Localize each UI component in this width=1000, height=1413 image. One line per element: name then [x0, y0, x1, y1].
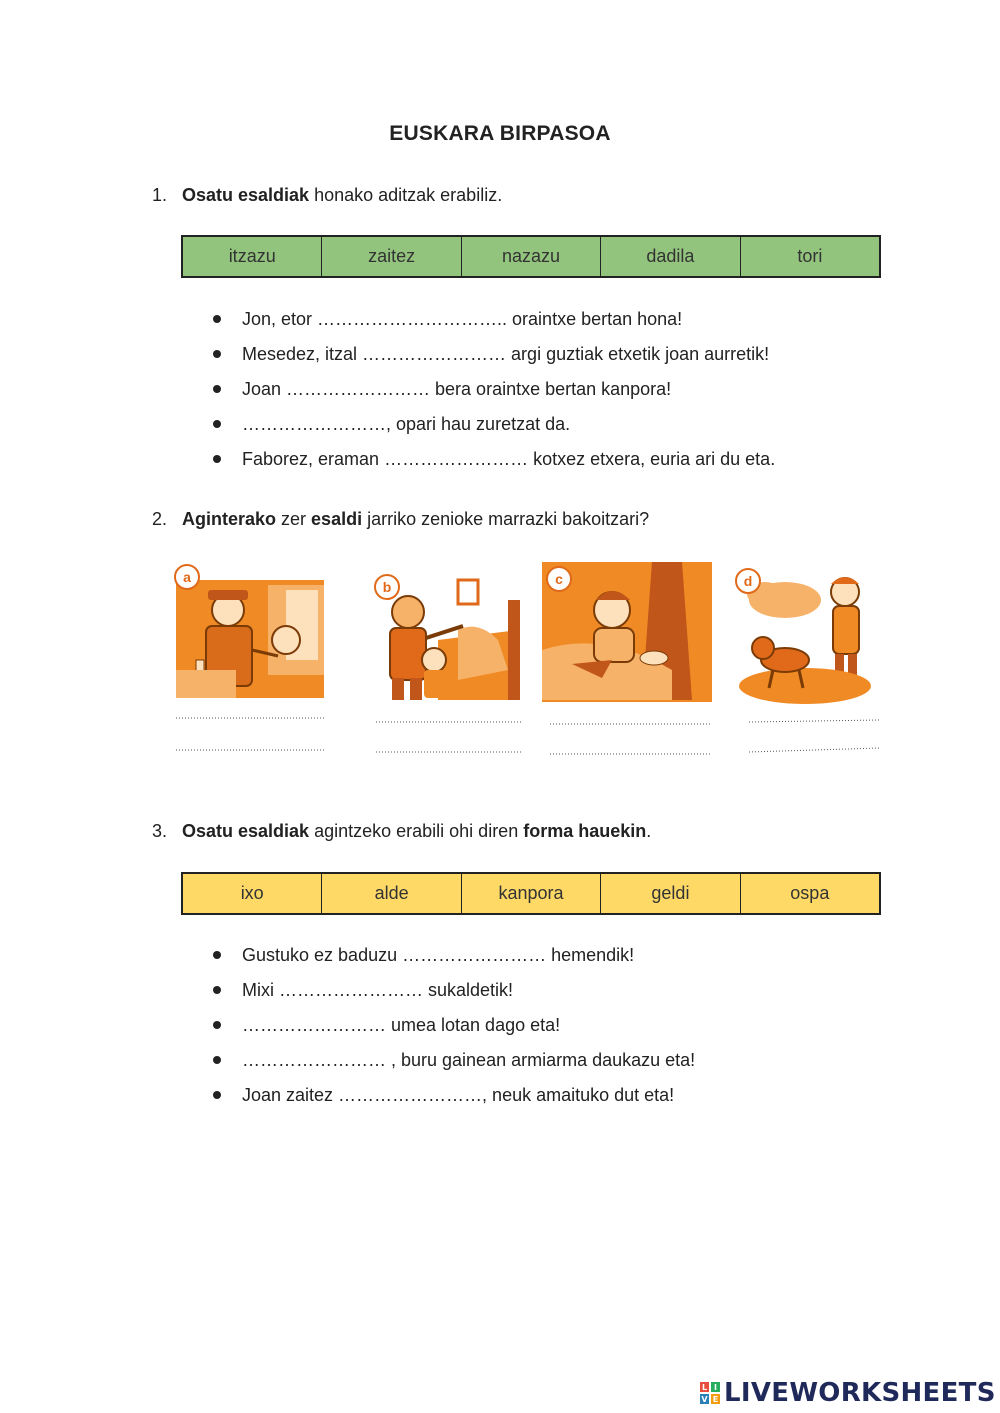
tree-nest-illustration [542, 560, 717, 770]
word-cell: nazazu [462, 237, 601, 276]
bullet-icon [213, 1091, 221, 1099]
sentence-text: …………………… , buru gainean armiarma daukazu eta! [242, 1050, 696, 1070]
logo-tile: I [711, 1382, 720, 1392]
word-cell: tori [797, 246, 823, 266]
sentence-list-3 [213, 945, 695, 1120]
list-item [213, 449, 775, 484]
list-item [213, 1015, 695, 1050]
question-text: honako aditzak erabiliz. [309, 185, 503, 205]
word-cell: zaitez [322, 237, 461, 276]
word-cell: ixo [183, 874, 322, 913]
logo-tile: L [701, 1382, 708, 1392]
picture-letter-badge: c [546, 566, 572, 592]
illustration-a [168, 560, 328, 770]
logo-text: LIVEWORKSHEETS [724, 1378, 996, 1408]
logo-tile: E [712, 1394, 719, 1404]
question-bold: Osatu esaldiak [182, 185, 310, 205]
bullet-icon [213, 951, 221, 959]
logo-tiles-icon [700, 1382, 720, 1404]
question-bold: forma hauekin [523, 821, 647, 841]
sentence-text: Mixi …………………… sukaldetik! [242, 980, 514, 1000]
list-item [213, 945, 695, 980]
bullet-icon [213, 420, 221, 428]
page-title: EUSKARA BIRPASOA [389, 122, 611, 145]
list-item [213, 414, 775, 449]
question-number: 2. [152, 509, 168, 529]
question-text: . [646, 821, 652, 841]
sentence-list-1 [213, 309, 775, 484]
bullet-icon [213, 1021, 221, 1029]
sentence-text: Jon, etor ………………………….. oraintxe bertan hona! [242, 309, 683, 329]
illustration-b [368, 560, 528, 770]
bullet-icon [213, 1056, 221, 1064]
list-item [213, 309, 775, 344]
word-cell: geldi [601, 874, 740, 913]
word-cell: itzazu [183, 237, 322, 276]
question-number: 3. [152, 821, 168, 841]
question-text: zer [276, 509, 312, 529]
question-3 [152, 821, 651, 842]
bullet-icon [213, 350, 221, 358]
bullet-icon [213, 455, 221, 463]
question-bold: Aginterako [182, 509, 277, 529]
word-cell: dadila [601, 237, 740, 276]
word-bank-3 [181, 872, 881, 915]
picture-letter-badge: a [174, 564, 200, 590]
picture-letter-badge: d [735, 568, 761, 594]
question-bold: Osatu esaldiak [182, 821, 310, 841]
list-item [213, 1085, 695, 1120]
question-text: agintzeko erabili ohi diren [309, 821, 524, 841]
list-item [213, 1050, 695, 1085]
question-1 [152, 185, 502, 206]
dog-illustration [735, 560, 885, 770]
sentence-text: Mesedez, itzal …………………… argi guztiak etxetik joan aurretik! [242, 344, 770, 364]
logo-tile: V [701, 1394, 708, 1404]
picture-letter-badge: b [374, 574, 400, 600]
sentence-text: Joan …………………… bera oraintxe bertan kanpora! [242, 379, 672, 399]
sentence-text: Joan zaitez ……………………, neuk amaituko dut eta! [242, 1085, 675, 1105]
sentence-text: …………………… umea lotan dago eta! [242, 1015, 561, 1035]
word-cell: ospa [790, 883, 830, 903]
list-item [213, 379, 775, 414]
bullet-icon [213, 315, 221, 323]
sentence-text: ……………………, opari hau zuretzat da. [242, 414, 571, 434]
question-number: 1. [152, 185, 168, 205]
police-officer-illustration [168, 560, 328, 770]
liveworksheets-logo [700, 1378, 996, 1408]
question-bold: esaldi [311, 509, 363, 529]
word-cell: alde [322, 874, 461, 913]
illustration-d [735, 560, 885, 770]
illustration-c [542, 560, 717, 770]
list-item [213, 344, 775, 379]
sentence-text: Faborez, eraman …………………… kotxez etxera, euria ari du eta. [242, 449, 776, 469]
bullet-icon [213, 986, 221, 994]
word-bank-1 [181, 235, 881, 278]
list-item [213, 980, 695, 1015]
bullet-icon [213, 385, 221, 393]
sentence-text: Gustuko ez baduzu …………………… hemendik! [242, 945, 635, 965]
word-cell: kanpora [462, 874, 601, 913]
question-text: jarriko zenioke marrazki bakoitzari? [362, 509, 650, 529]
question-2 [152, 509, 649, 530]
